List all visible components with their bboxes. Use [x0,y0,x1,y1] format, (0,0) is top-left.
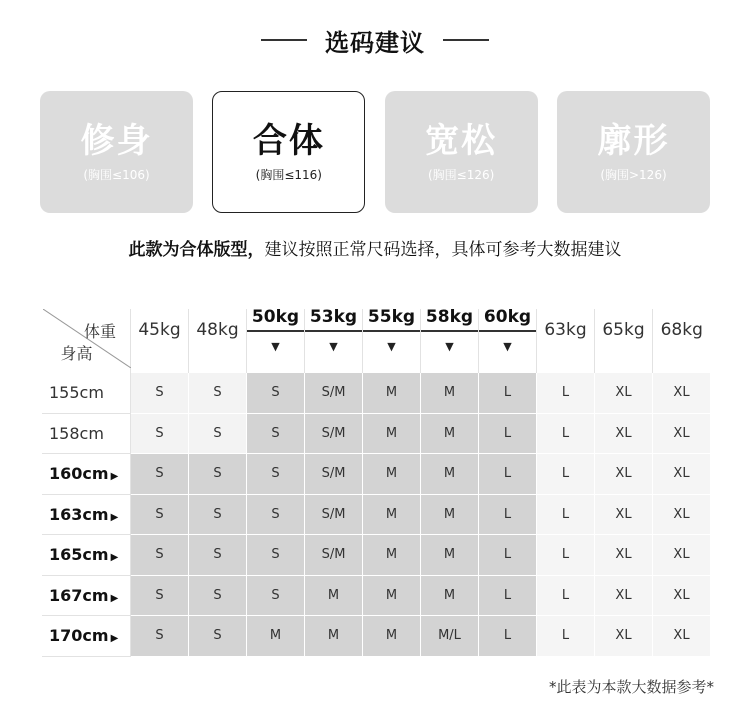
fit-name: 合体 [252,121,325,162]
height-label: 165cm ▶ [43,535,131,576]
size-cell: L [479,494,537,535]
fit-recommendation [0,235,750,260]
size-cell: S [131,454,189,495]
size-cell: S [131,413,189,454]
size-cell: M/L [421,616,479,657]
size-cell: XL [653,373,711,414]
fit-note: (胸围≤116) [255,167,322,182]
height-label: 160cm ▶ [43,454,131,495]
size-cell: M [363,454,421,495]
weight-header: 50kg ▼ [247,309,305,373]
fit-note: (胸围≤106) [83,167,150,182]
weight-header: 68kg [653,309,711,373]
size-cell: M [305,616,363,657]
height-axis-label: 身高 [60,344,93,363]
size-cell: S [247,454,305,495]
size-cell: M [421,535,479,576]
size-cell: S [189,373,247,414]
size-row [43,535,711,576]
title-right-rule [443,39,489,41]
size-cell: S/M [305,535,363,576]
size-cell: M [421,373,479,414]
size-cell: S/M [305,413,363,454]
size-cell: M [363,494,421,535]
fit-card-oversized [557,91,710,213]
size-cell: S [131,616,189,657]
fit-card-loose [385,91,538,213]
size-cell: S [131,373,189,414]
fit-type-row [40,91,710,213]
title-left-rule [261,39,307,41]
size-cell: L [479,454,537,495]
size-cell: S [189,494,247,535]
size-cell: XL [595,616,653,657]
size-cell: XL [595,373,653,414]
size-cell: XL [595,494,653,535]
size-cell: L [479,535,537,576]
size-cell: S [189,454,247,495]
size-cell: M [363,413,421,454]
size-cell: S [131,535,189,576]
size-cell: S/M [305,454,363,495]
height-label: 170cm ▶ [43,616,131,657]
size-cell: S [189,616,247,657]
size-cell: S [247,494,305,535]
size-cell: M [421,494,479,535]
size-row [43,616,711,657]
section-header [0,24,750,56]
fit-note: (胸围>126) [600,167,667,182]
size-cell: S [189,413,247,454]
size-cell: L [479,373,537,414]
size-cell: S/M [305,373,363,414]
weight-header: 55kg ▼ [363,309,421,373]
size-cell: M [421,575,479,616]
weight-header: 53kg ▼ [305,309,363,373]
size-cell: S [247,575,305,616]
size-cell: L [537,413,595,454]
size-cell: L [537,535,595,576]
size-cell: M [305,575,363,616]
size-cell: XL [653,454,711,495]
weight-header-row [43,309,711,373]
down-arrow-icon: ▼ [387,340,396,353]
size-cell: S [247,373,305,414]
size-cell: XL [653,535,711,576]
fit-recommendation-rest: 建议按照正常尺码选择，具体可参考大数据建议 [264,240,622,260]
size-cell: M [363,575,421,616]
right-arrow-icon: ▶ [110,552,119,564]
size-cell: M [421,454,479,495]
size-cell: XL [595,575,653,616]
right-arrow-icon: ▶ [110,511,119,523]
right-arrow-icon: ▶ [110,592,119,604]
size-cell: S [189,575,247,616]
section-title: 选码建议 [325,28,425,57]
down-arrow-icon: ▼ [271,340,280,353]
size-cell: S [247,413,305,454]
size-row [43,413,711,454]
size-cell: L [537,454,595,495]
size-cell: M [363,535,421,576]
size-cell: M [247,616,305,657]
size-cell: L [537,494,595,535]
size-cell: S [189,535,247,576]
size-cell: XL [653,616,711,657]
height-label: 155cm [43,373,131,414]
fit-name: 修身 [80,121,153,162]
weight-header: 48kg [189,309,247,373]
size-chart-body [43,373,711,657]
size-cell: L [537,616,595,657]
fit-card-slim [40,91,193,213]
size-cell: S/M [305,494,363,535]
fit-recommendation-bold: 此款为合体版型， [128,240,265,260]
size-row [43,575,711,616]
size-cell: L [479,575,537,616]
footer-note: *此表为本款大数据参考* [548,678,714,696]
size-chart-table [42,309,711,657]
fit-note: (胸围≤126) [427,167,495,182]
size-cell: M [421,413,479,454]
size-row [43,494,711,535]
fit-card-regular [212,91,365,213]
size-cell: XL [653,575,711,616]
size-cell: XL [595,454,653,495]
height-label: 167cm ▶ [43,575,131,616]
size-cell: M [363,616,421,657]
height-label: 158cm [43,413,131,454]
size-cell: XL [653,494,711,535]
table-corner [43,309,131,373]
weight-header: 63kg [537,309,595,373]
size-cell: L [537,373,595,414]
down-arrow-icon: ▼ [445,340,454,353]
right-arrow-icon: ▶ [110,471,119,483]
size-cell: L [479,413,537,454]
height-label: 163cm ▶ [43,494,131,535]
down-arrow-icon: ▼ [503,340,512,353]
size-cell: XL [595,413,653,454]
size-cell: M [363,373,421,414]
weight-header: 65kg [595,309,653,373]
down-arrow-icon: ▼ [329,340,338,353]
size-row [43,373,711,414]
right-arrow-icon: ▶ [110,633,119,645]
size-cell: S [131,575,189,616]
size-cell: L [479,616,537,657]
size-cell: S [131,494,189,535]
size-cell: S [247,535,305,576]
size-cell: XL [653,413,711,454]
size-row [43,454,711,495]
fit-name: 廓形 [597,121,670,162]
weight-axis-label: 体重 [83,322,116,341]
weight-header: 60kg ▼ [479,309,537,373]
size-cell: L [537,575,595,616]
weight-header: 45kg [131,309,189,373]
weight-header: 58kg ▼ [421,309,479,373]
size-cell: XL [595,535,653,576]
fit-name: 宽松 [425,121,498,162]
